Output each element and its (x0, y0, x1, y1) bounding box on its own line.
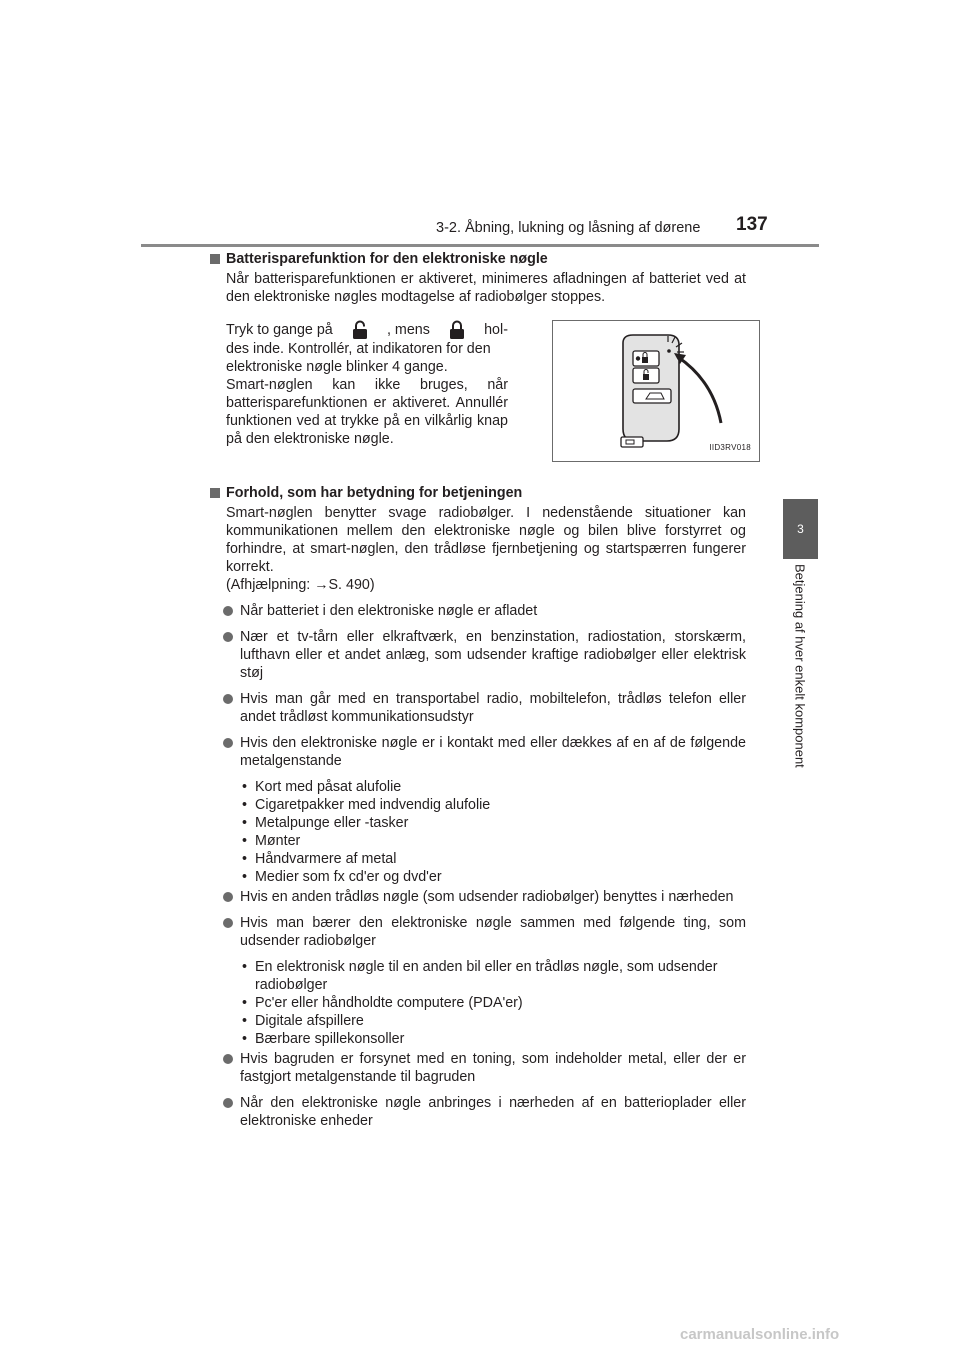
section-body (210, 270, 751, 462)
unlock-icon (343, 320, 377, 340)
instruction-paragraph-rest: des inde. Kontrollér, at indikatoren for den elektroniske nøgle blinker 4 gange. (226, 341, 491, 375)
conditions-intro: Smart-nøglen benytter svage radiobølger. I nedenstående situationer kan kommunikationen mellem den elektroniske nøgle og bilen blive forstyrret og forhindre, at smart-nøglen, den trådløse fjernbetjening og startspærren fungerer korrekt. (226, 505, 746, 575)
instruction-row (226, 320, 751, 462)
battery-save-description: Når batterisparefunktionen er aktiveret, minimeres afladningen af batteriet ved at den elektroniske nøgles modtagelse af radiobølger stoppes. (226, 271, 746, 305)
figure-code: IID3RV018 (707, 439, 753, 457)
sub-list-item: • Pc'er eller håndholdte computere (PDA'er) (240, 994, 746, 1012)
bullet-icon (223, 1054, 233, 1064)
section-square-icon (210, 488, 220, 498)
instruction-text (226, 320, 508, 462)
sub-list-item: • Digitale afspillere (240, 1012, 746, 1030)
section-body (210, 504, 746, 594)
chapter-tab (783, 499, 818, 559)
sub-list-item: • Håndvarmere af metal (240, 850, 746, 868)
sub-list-item: • Mønter (240, 832, 746, 850)
chapter-number: 3 (797, 522, 804, 536)
bullet-icon (223, 918, 233, 928)
bullet-icon (223, 892, 233, 902)
list-item: Hvis man går med en transportabel radio, mobiltelefon, trådløs telefon eller andet trådløst kommunikationsudstyr (210, 690, 746, 726)
bullet-icon (223, 632, 233, 642)
section-title-conditions: Forhold, som har betydning for betjeningen (210, 484, 746, 502)
remedy-reference: (Afhjælpning: →S. 490) (226, 577, 375, 593)
page-number: 137 (736, 214, 768, 235)
smart-key-note: Smart-nøglen kan ikke bruges, når batterisparefunktionen er aktiveret. Annullér funktionen ved at trykke på en vilkårlig knap på den elektroniske nøgle. (226, 377, 508, 447)
bullet-icon (223, 694, 233, 704)
sub-list-item: • En elektronisk nøgle til en anden bil eller en trådløs nøgle, som udsender radiobølger (240, 958, 746, 994)
instruction-paragraph: Tryk to gange på , mens hol- (226, 322, 508, 338)
list-item: Hvis den elektroniske nøgle er i kontakt med eller dækkes af en af de følgende metalgenstande (210, 734, 746, 770)
sub-list-item: • Cigaretpakker med indvendig alufolie (240, 796, 746, 814)
sub-list-item: • Metalpunge eller -tasker (240, 814, 746, 832)
list-item: Når den elektroniske nøgle anbringes i nærheden af en batterioplader eller elektroniske enheder (210, 1094, 746, 1130)
list-item: Når batteriet i den elektroniske nøgle er afladet (210, 602, 746, 620)
list-item: Hvis bagruden er forsynet med en toning, som indeholder metal, eller der er fastgjort metalgenstande til bagruden (210, 1050, 746, 1086)
section-title-battery-save: Batterisparefunktion for den elektroniske nøgle (210, 250, 746, 268)
smart-key-figure (552, 320, 760, 462)
sub-list-item: • Medier som fx cd'er og dvd'er (240, 868, 746, 886)
lock-icon (440, 320, 474, 340)
metal-items-list (210, 778, 746, 886)
chapter-heading: 3-2. Åbning, lukning og låsning af dørene (436, 220, 701, 236)
section-square-icon (210, 254, 220, 264)
bullet-icon (223, 606, 233, 616)
sub-list-item: • Kort med påsat alufolie (240, 778, 746, 796)
page-content (210, 250, 751, 1130)
radio-items-list (210, 958, 746, 1048)
chapter-side-label: Betjening af hver enkelt komponent (792, 564, 808, 768)
bullet-icon (223, 1098, 233, 1108)
bullet-icon (223, 738, 233, 748)
list-item: Nær et tv-tårn eller elkraftværk, en benzinstation, radiostation, storskærm, lufthavn eller et andet anlæg, som udsender kraftige radiobølger eller elektrisk støj (210, 628, 746, 682)
list-item: Hvis man bærer den elektroniske nøgle sammen med følgende ting, som udsender radiobølger (210, 914, 746, 950)
list-item: Hvis en anden trådløs nøgle (som udsender radiobølger) benyttes i nærheden (210, 888, 746, 906)
header-rule (141, 244, 819, 247)
sub-list-item: • Bærbare spillekonsoller (240, 1030, 746, 1048)
watermark: carmanualsonline.info (680, 1326, 840, 1343)
